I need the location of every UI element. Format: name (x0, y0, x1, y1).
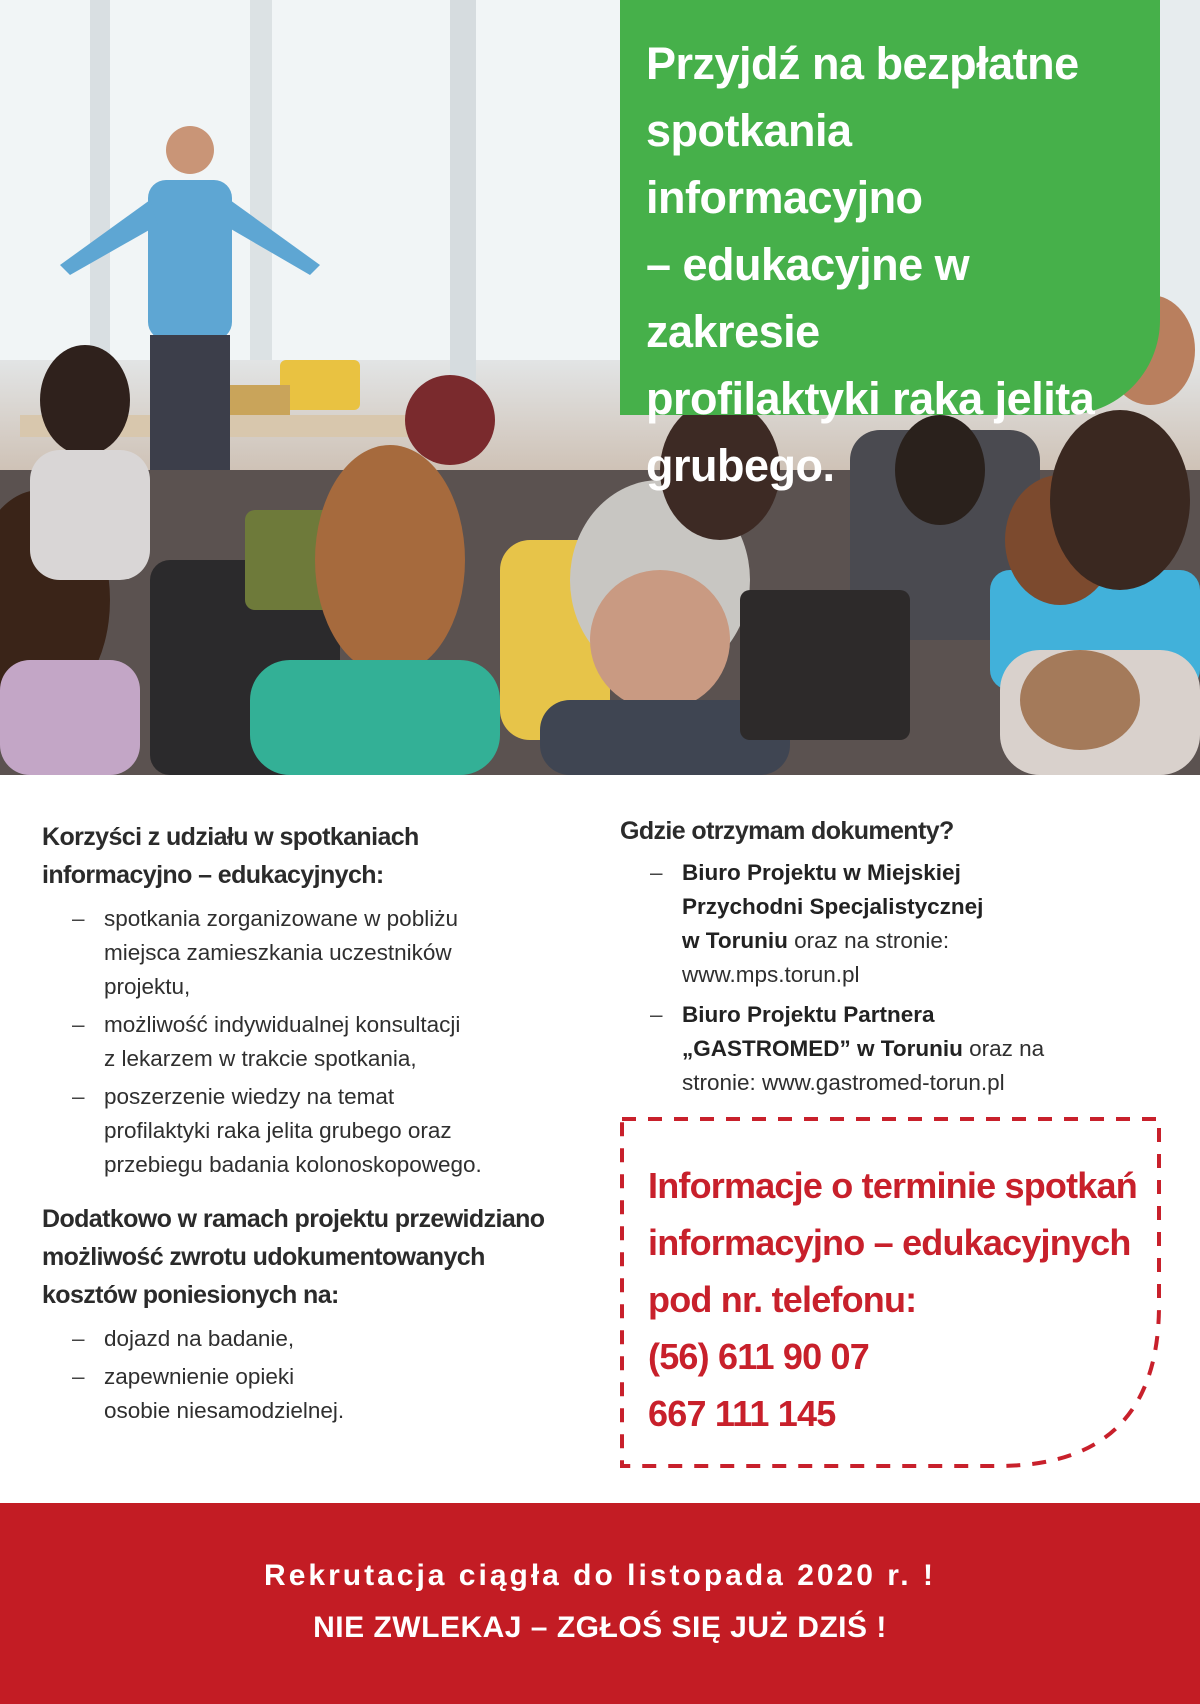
gastromed-link[interactable]: www.gastromed-torun.pl (762, 1070, 1005, 1095)
banner-line-1: Rekrutacja ciągła do listopada 2020 r. ! (264, 1559, 936, 1592)
mps-link[interactable]: www.mps.torun.pl (682, 962, 860, 987)
list-item: – Biuro Projektu Partnera „GASTROMED” w Toruniu oraz na stronie: www.gastromed-torun.pl (620, 998, 1140, 1100)
benefits-title: Korzyści z udziału w spotkaniach informacyjno – edukacyjnych: (42, 823, 419, 889)
info-box (618, 1115, 1163, 1470)
recruitment-banner (0, 1503, 1200, 1704)
documents-list (620, 856, 1140, 1100)
headline-line: grubego. (646, 440, 835, 491)
phone-number[interactable]: (56) 611 90 07 (648, 1336, 869, 1377)
headline-line: spotkania informacyjno (646, 105, 923, 223)
refunds-title: Dodatkowo w ramach projektu przewidziano możliwość zwrotu udokumentowanych kosztów poniesionych na: (42, 1205, 545, 1309)
list-item: – możliwość indywidualnej konsultacji z lekarzem w trakcie spotkania, (42, 1008, 602, 1076)
list-item: – zapewnienie opieki osobie niesamodzielnej. (42, 1360, 602, 1428)
benefits-list (42, 902, 602, 1182)
right-column (620, 812, 1140, 1106)
list-item: – spotkania zorganizowane w pobliżu miejsca zamieszkania uczestników projektu, (42, 902, 602, 1004)
phone-number[interactable]: 667 111 145 (648, 1393, 836, 1434)
documents-title: Gdzie otrzymam dokumenty? (620, 817, 954, 845)
list-item: – dojazd na badanie, (42, 1322, 602, 1356)
headline-line: Przyjdź na bezpłatne (646, 38, 1079, 89)
left-column (42, 818, 602, 1432)
list-item: – poszerzenie wiedzy na temat profilaktyki raka jelita grubego oraz przebiegu badania kolonoskopowego. (42, 1080, 602, 1182)
headline-box (620, 0, 1160, 491)
headline-line: – edukacyjne w zakresie (646, 239, 970, 357)
list-item: – Biuro Projektu w Miejskiej Przychodni Specjalistycznej w Toruniu oraz na stronie: www.mps.torun.pl (620, 856, 1140, 992)
presenter-head (166, 126, 214, 174)
banner-line-2: NIE ZWLEKAJ – ZGŁOŚ SIĘ JUŻ DZIŚ ! (313, 1611, 887, 1644)
headline-line: profilaktyki raka jelita (646, 373, 1095, 424)
headline-title (646, 30, 1126, 499)
refunds-list (42, 1322, 602, 1428)
info-text: Informacje o terminie spotkań informacyjno – edukacyjnych pod nr. telefonu: (56) 611 90 07 667 111 145 (648, 1157, 1148, 1442)
